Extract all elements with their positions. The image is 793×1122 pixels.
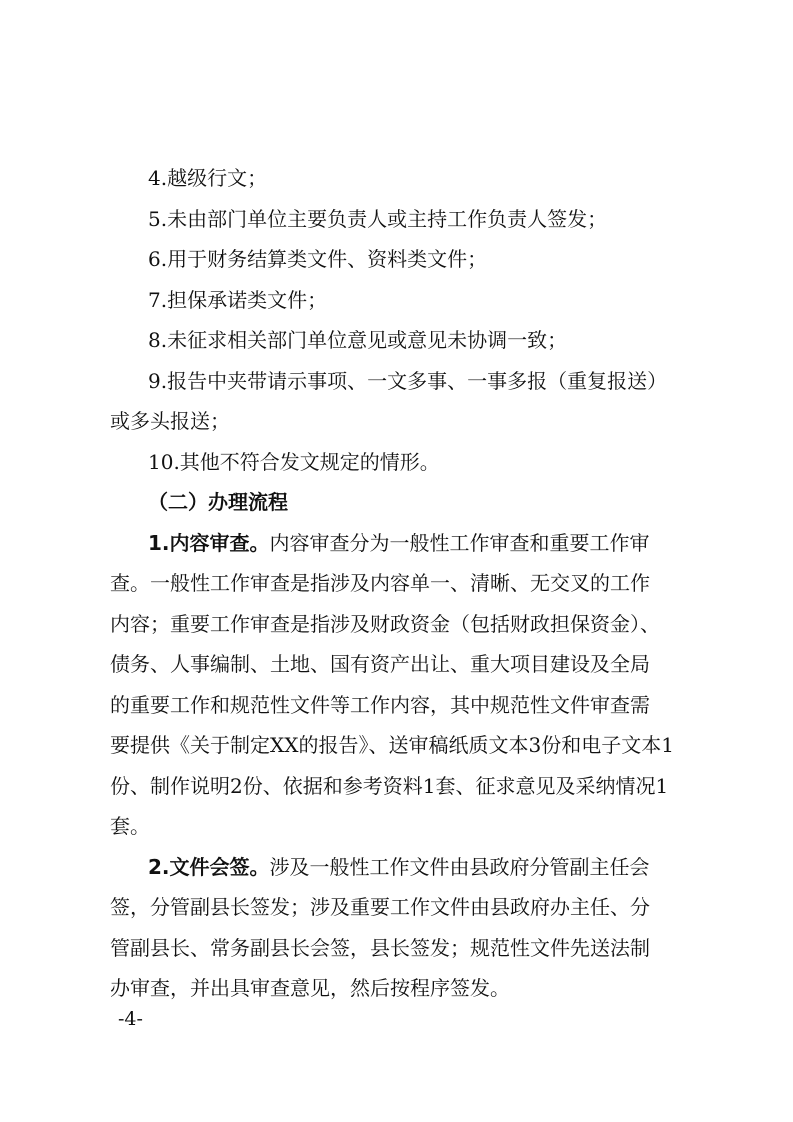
list-item: 8.未征求相关部门单位意见或意见未协调一致； [148, 328, 568, 352]
list-item: 4.越级行文； [148, 166, 268, 190]
paragraph-line: 内容；重要工作审查是指涉及财政资金（包括财政担保资金）、 [110, 611, 660, 636]
list-item: 9.报告中夹带请示事项、一文多事、一事多报（重复报送） [148, 368, 668, 393]
paragraph-line: 债务、人事编制、土地、国有资产出让、重大项目建设及全局 [110, 652, 650, 676]
paragraph-line: 签，分管副县长签发；涉及重要工作文件由县政府办主任、分 [110, 895, 650, 919]
paragraph-line: 要提供《关于制定XX的报告》、送审稿纸质文本3份和电子文本1 [110, 733, 674, 757]
paragraph-text: 涉及一般性工作文件由县政府分管副主任会 [269, 854, 650, 879]
paragraph-lead: 1.内容审查。 [148, 530, 270, 555]
paragraph-lead: 2.文件会签。 [148, 854, 270, 879]
paragraph-line: 份、制作说明2份、依据和参考资料1套、征求意见及采纳情况1 [110, 773, 669, 798]
paragraph-line: 办审查，并出具审查意见，然后按程序签发。 [110, 976, 510, 1000]
list-item: 6.用于财务结算类文件、资料类文件； [148, 247, 488, 271]
list-item: 7.担保承诺类文件； [148, 287, 328, 312]
paragraph-line: 管副县长、常务副县长会签，县长签发；规范性文件先送法制 [110, 935, 650, 960]
list-item: 10.其他不符合发文规定的情形。 [148, 449, 440, 474]
paragraph-line: 的重要工作和规范性文件等工作内容，其中规范性文件审查需 [110, 692, 650, 717]
paragraph-line: 查。一般性工作审查是指涉及内容单一、清晰、无交叉的工作 [110, 571, 650, 595]
paragraph-line [110, 523, 700, 564]
paragraph-line: 套。 [110, 814, 150, 838]
list-item: 5.未由部门单位主要负责人或主持工作负责人签发； [148, 206, 608, 231]
document-body [110, 158, 700, 1009]
list-item-continuation: 或多头报送； [110, 409, 230, 433]
page-number: -4- [118, 1008, 143, 1030]
paragraph-line [110, 847, 700, 888]
paragraph-text: 内容审查分为一般性工作审查和重要工作审 [269, 530, 650, 555]
section-heading: （二）办理流程 [148, 490, 288, 514]
